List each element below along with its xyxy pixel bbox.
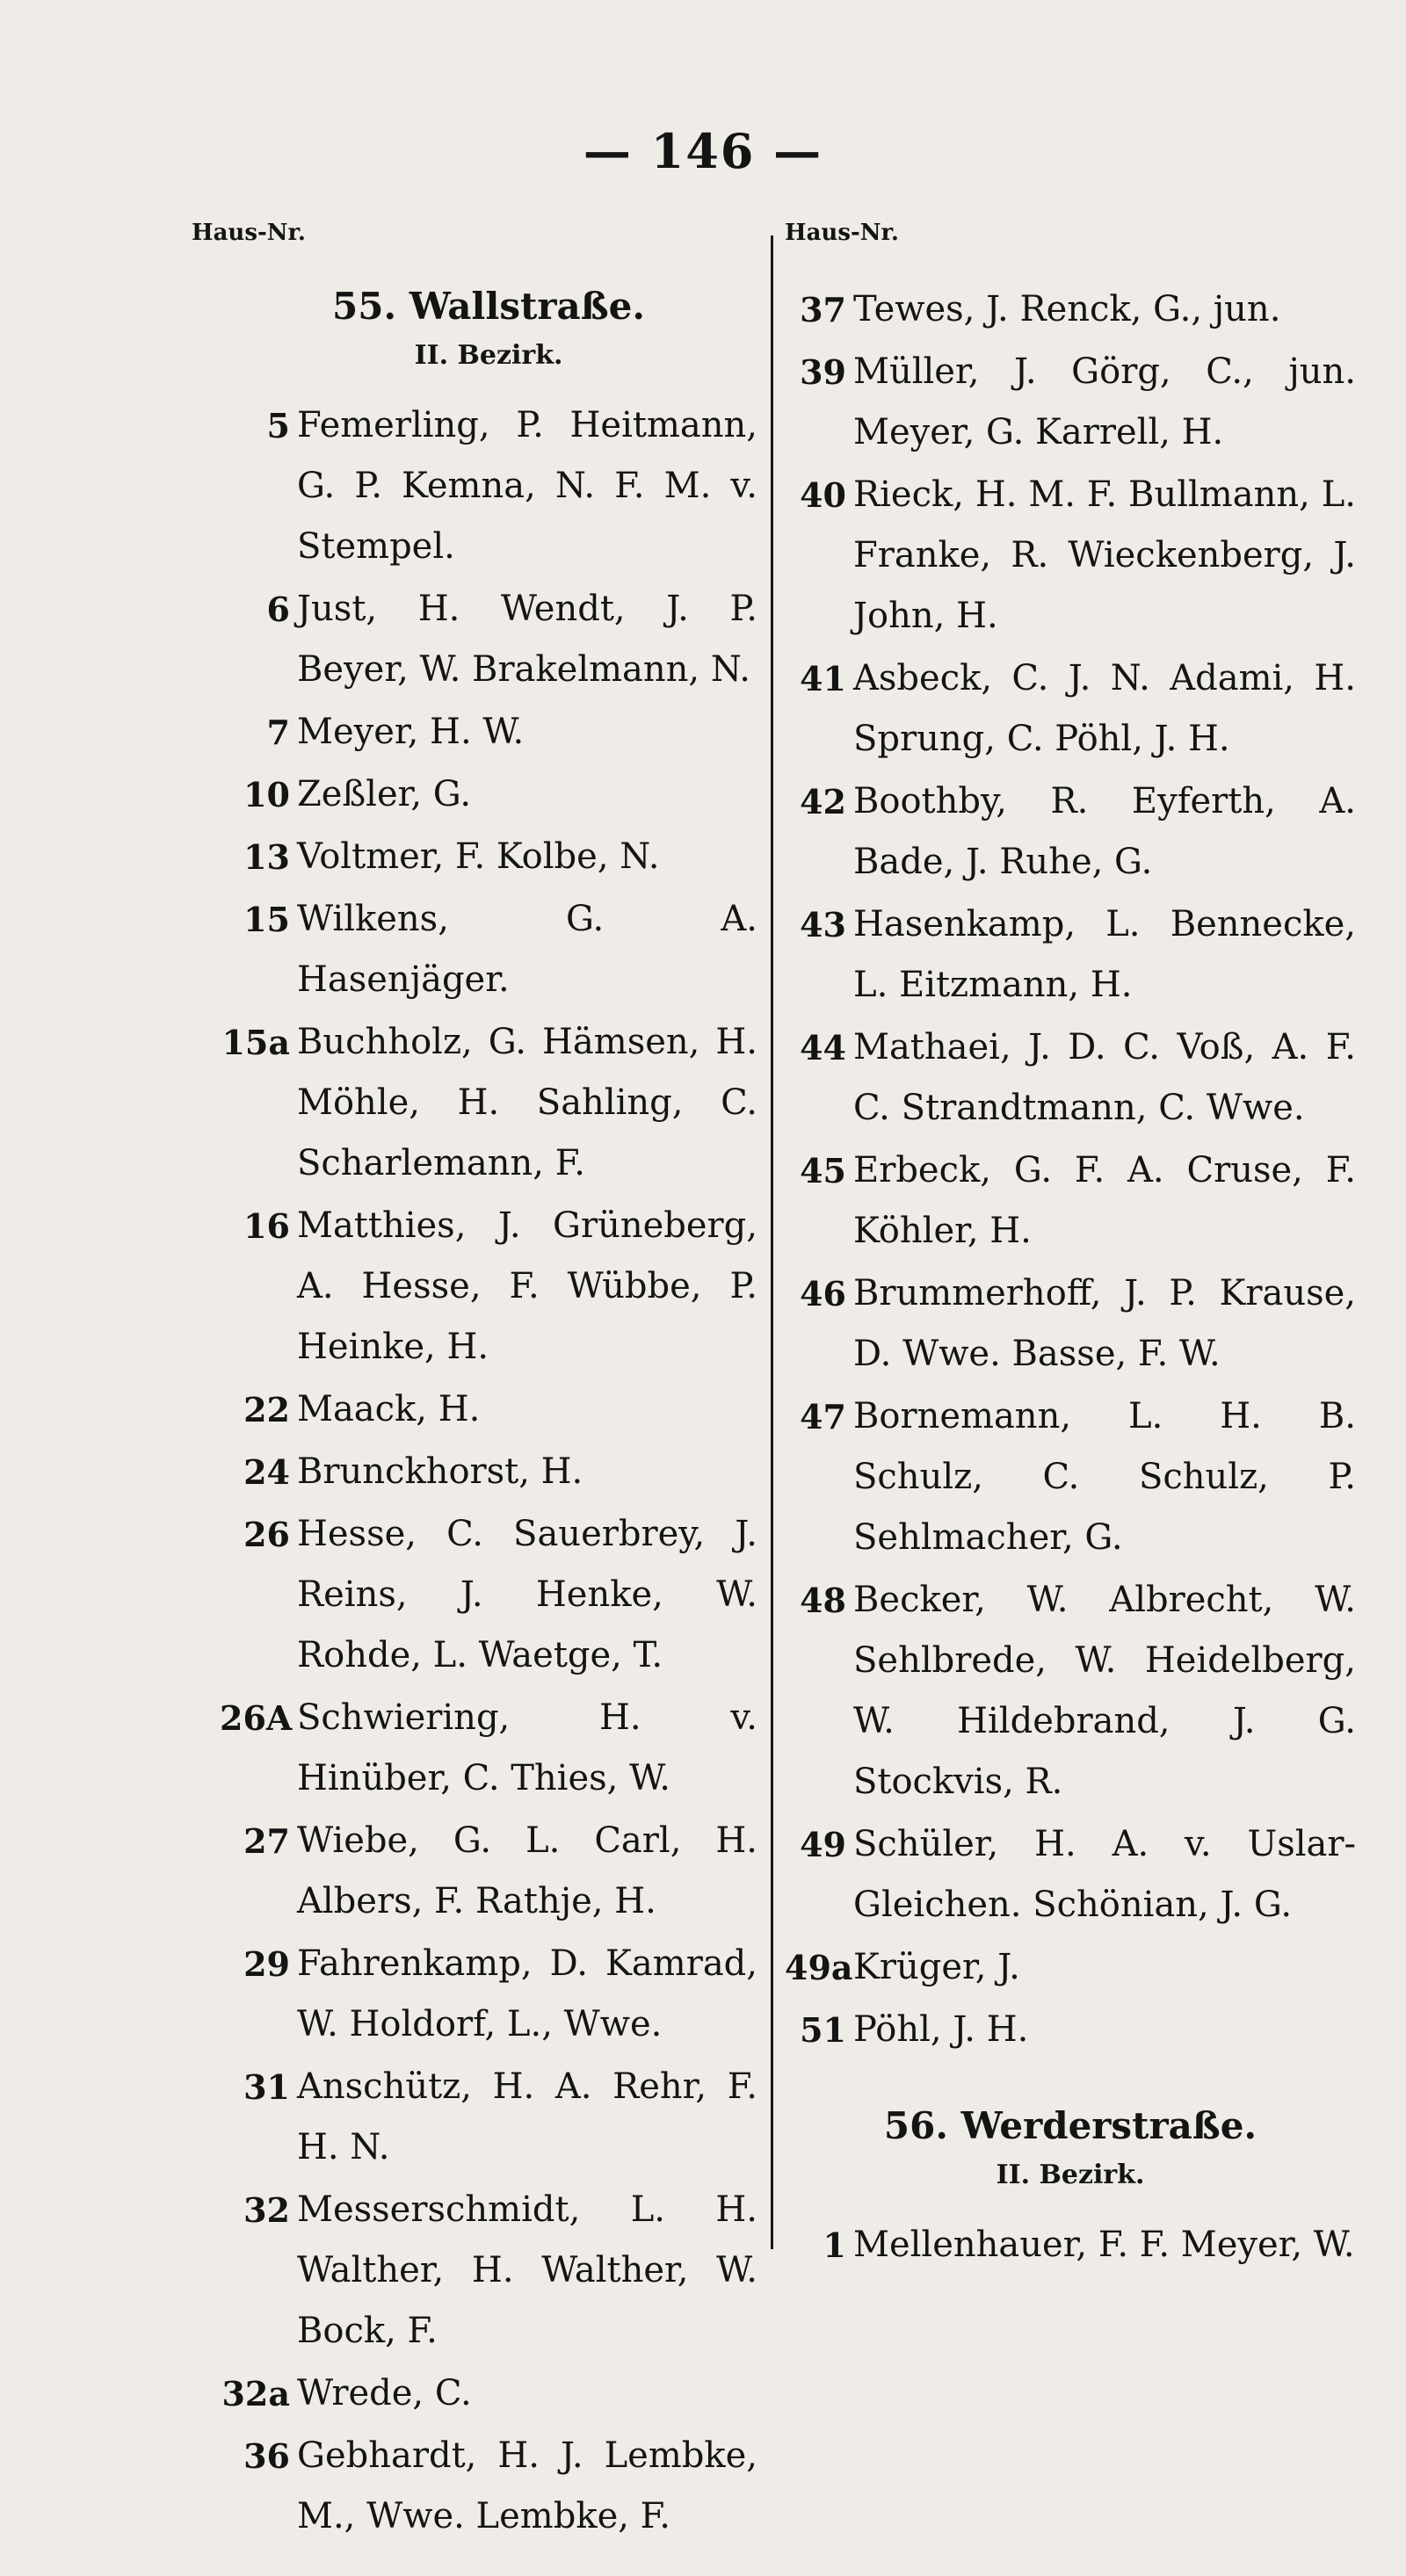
house-number: 49a: [785, 1948, 853, 1987]
resident-names: Anschütz, H. A. Rehr, F. H. N.: [297, 2066, 757, 2167]
list-item: [785, 894, 1356, 1016]
house-number: 40: [800, 475, 846, 515]
house-number: 10: [243, 775, 290, 814]
list-item: [785, 279, 1356, 340]
list-item: [220, 1934, 757, 2055]
section-title-wallstrasse: 55. Wallstraße.: [332, 285, 645, 328]
resident-names: Wilkens, G. A. Hasenjäger.: [297, 899, 757, 1000]
list-item: [220, 1442, 757, 1502]
list-item: [785, 1937, 1356, 1998]
house-number: 26A: [220, 1698, 293, 1738]
house-number: 1: [823, 2225, 846, 2265]
resident-names: Voltmer, F. Kolbe, N.: [297, 836, 660, 877]
resident-names: Boothby, R. Eyferth, A. Bade, J. Ruhe, G.: [853, 781, 1356, 882]
resident-names: Maack, H.: [297, 1389, 481, 1429]
resident-names: Wrede, C.: [297, 2373, 472, 2413]
resident-names: Rieck, H. M. F. Bullmann, L. Franke, R. Wieckenberg, J. John, H.: [853, 474, 1356, 636]
resident-names: Hasenkamp, L. Bennecke, L. Eitzmann, H.: [853, 904, 1356, 1005]
resident-names: Messerschmidt, L. H. Walther, H. Walther, W. Bock, F.: [297, 2189, 757, 2351]
house-number: 24: [243, 1452, 290, 1492]
list-item: [220, 579, 757, 700]
house-number: 47: [800, 1397, 846, 1436]
resident-names: Erbeck, G. F. A. Cruse, F. Köhler, H.: [853, 1150, 1356, 1251]
list-item: [220, 827, 757, 887]
entry-list: [785, 2215, 1356, 2276]
house-number: 31: [243, 2067, 290, 2107]
list-item: [785, 1570, 1356, 1813]
resident-names: Mellenhauer, F. F. Meyer, W.: [853, 2225, 1355, 2265]
house-number: 48: [800, 1581, 846, 1620]
resident-names: Bornemann, L. H. B. Schulz, C. Schulz, P. Sehlmacher, G.: [853, 1396, 1356, 1558]
list-item: [220, 764, 757, 825]
resident-names: Just, H. Wendt, J. P. Beyer, W. Brakelmann, N.: [297, 589, 757, 690]
resident-names: Wiebe, G. L. Carl, H. Albers, F. Rathje, H.: [297, 1820, 757, 1921]
list-item: [220, 2363, 757, 2424]
list-item: [220, 1688, 757, 1809]
resident-names: Fahrenkamp, D. Kamrad, W. Holdorf, L., Wwe.: [297, 1943, 757, 2044]
list-item: [785, 465, 1356, 647]
list-item: [785, 1263, 1356, 1385]
resident-names: Asbeck, C. J. N. Adami, H. Sprung, C. Pöhl, J. H.: [853, 658, 1356, 759]
house-number: 36: [243, 2436, 290, 2476]
resident-names: Gebhardt, H. J. Lembke, M., Wwe. Lembke, F.: [297, 2435, 757, 2536]
house-number: 49: [800, 1825, 846, 1864]
resident-names: Mathaei, J. D. C. Voß, A. F. C. Strandtmann, C. Wwe.: [853, 1027, 1356, 1128]
column-label-left: Haus-Nr.: [192, 220, 306, 246]
list-item: [220, 1379, 757, 1440]
list-item: [785, 1140, 1356, 1262]
resident-names: Meyer, H. W.: [297, 712, 525, 752]
list-item: [220, 2426, 757, 2547]
resident-names: Brunckhorst, H.: [297, 1451, 583, 1492]
resident-names: Brummerhoff, J. P. Krause, D. Wwe. Basse, F. W.: [853, 1273, 1356, 1374]
district-label: II. Bezirk.: [414, 340, 563, 371]
list-item: [785, 2215, 1356, 2276]
house-number: 7: [266, 713, 290, 752]
resident-names: Pöhl, J. H.: [853, 2009, 1029, 2050]
resident-names: Tewes, J. Renck, G., jun.: [853, 289, 1281, 329]
house-number: 16: [243, 1206, 290, 1246]
house-number: 51: [800, 2010, 846, 2050]
list-item: [220, 1196, 757, 1378]
house-number: 46: [800, 1274, 846, 1313]
list-item: [220, 2057, 757, 2178]
resident-names: Matthies, J. Grüneberg, A. Hesse, F. Wübbe, P. Heinke, H.: [297, 1205, 757, 1367]
house-number: 39: [800, 352, 846, 392]
list-item: [220, 395, 757, 577]
list-item: [785, 1386, 1356, 1568]
house-number: 5: [266, 406, 290, 445]
house-number: 15: [243, 900, 290, 939]
list-item: [220, 2180, 757, 2362]
list-item: [785, 2000, 1356, 2060]
resident-names: Krüger, J.: [853, 1947, 1020, 1987]
house-number: 27: [243, 1821, 290, 1861]
list-item: [785, 342, 1356, 463]
house-number: 13: [243, 837, 290, 877]
resident-names: Schüler, H. A. v. Uslar-Gleichen. Schönian, J. G.: [853, 1824, 1356, 1925]
page-number: — 146 —: [583, 123, 823, 179]
list-item: [220, 1012, 757, 1194]
left-column: [220, 279, 757, 2549]
entry-list: [785, 279, 1356, 2060]
resident-names: Müller, J. Görg, C., jun. Meyer, G. Karrell, H.: [853, 351, 1356, 452]
right-column: [785, 279, 1356, 2277]
district-label: II. Bezirk.: [996, 2160, 1145, 2190]
house-number: 32: [243, 2190, 290, 2230]
list-item: [785, 771, 1356, 893]
house-number: 29: [243, 1944, 290, 1984]
house-number: 43: [800, 905, 846, 944]
house-number: 32a: [221, 2374, 290, 2413]
entry-list: [220, 395, 757, 2547]
resident-names: Schwiering, H. v. Hinüber, C. Thies, W.: [297, 1697, 757, 1798]
list-item: [785, 1814, 1356, 1936]
house-number: 15a: [221, 1023, 290, 1062]
list-item: [220, 702, 757, 763]
section-title-werderstrasse: 56. Werderstraße.: [883, 2104, 1257, 2147]
resident-names: Buchholz, G. Hämsen, H. Möhle, H. Sahling, C. Scharlemann, F.: [297, 1022, 757, 1183]
resident-names: Hesse, C. Sauerbrey, J. Reins, J. Henke, W. Rohde, L. Waetge, T.: [297, 1514, 757, 1675]
list-item: [785, 1017, 1356, 1139]
house-number: 45: [800, 1151, 846, 1190]
house-number: 26: [243, 1515, 290, 1554]
column-divider: [771, 235, 773, 2249]
list-item: [220, 1811, 757, 1932]
resident-names: Becker, W. Albrecht, W. Sehlbrede, W. Heidelberg, W. Hildebrand, J. G. Stockvis, R.: [853, 1580, 1356, 1802]
resident-names: Femerling, P. Heitmann, G. P. Kemna, N. F. M. v. Stempel.: [297, 405, 757, 567]
house-number: 41: [800, 659, 846, 698]
resident-names: Zeßler, G.: [297, 774, 472, 814]
house-number: 6: [266, 590, 290, 629]
house-number: 42: [800, 782, 846, 821]
house-number: 37: [800, 290, 846, 329]
column-label-right: Haus-Nr.: [785, 220, 899, 246]
list-item: [220, 1504, 757, 1686]
list-item: [785, 648, 1356, 770]
list-item: [220, 889, 757, 1010]
house-number: 44: [800, 1028, 846, 1067]
house-number: 22: [243, 1390, 290, 1429]
